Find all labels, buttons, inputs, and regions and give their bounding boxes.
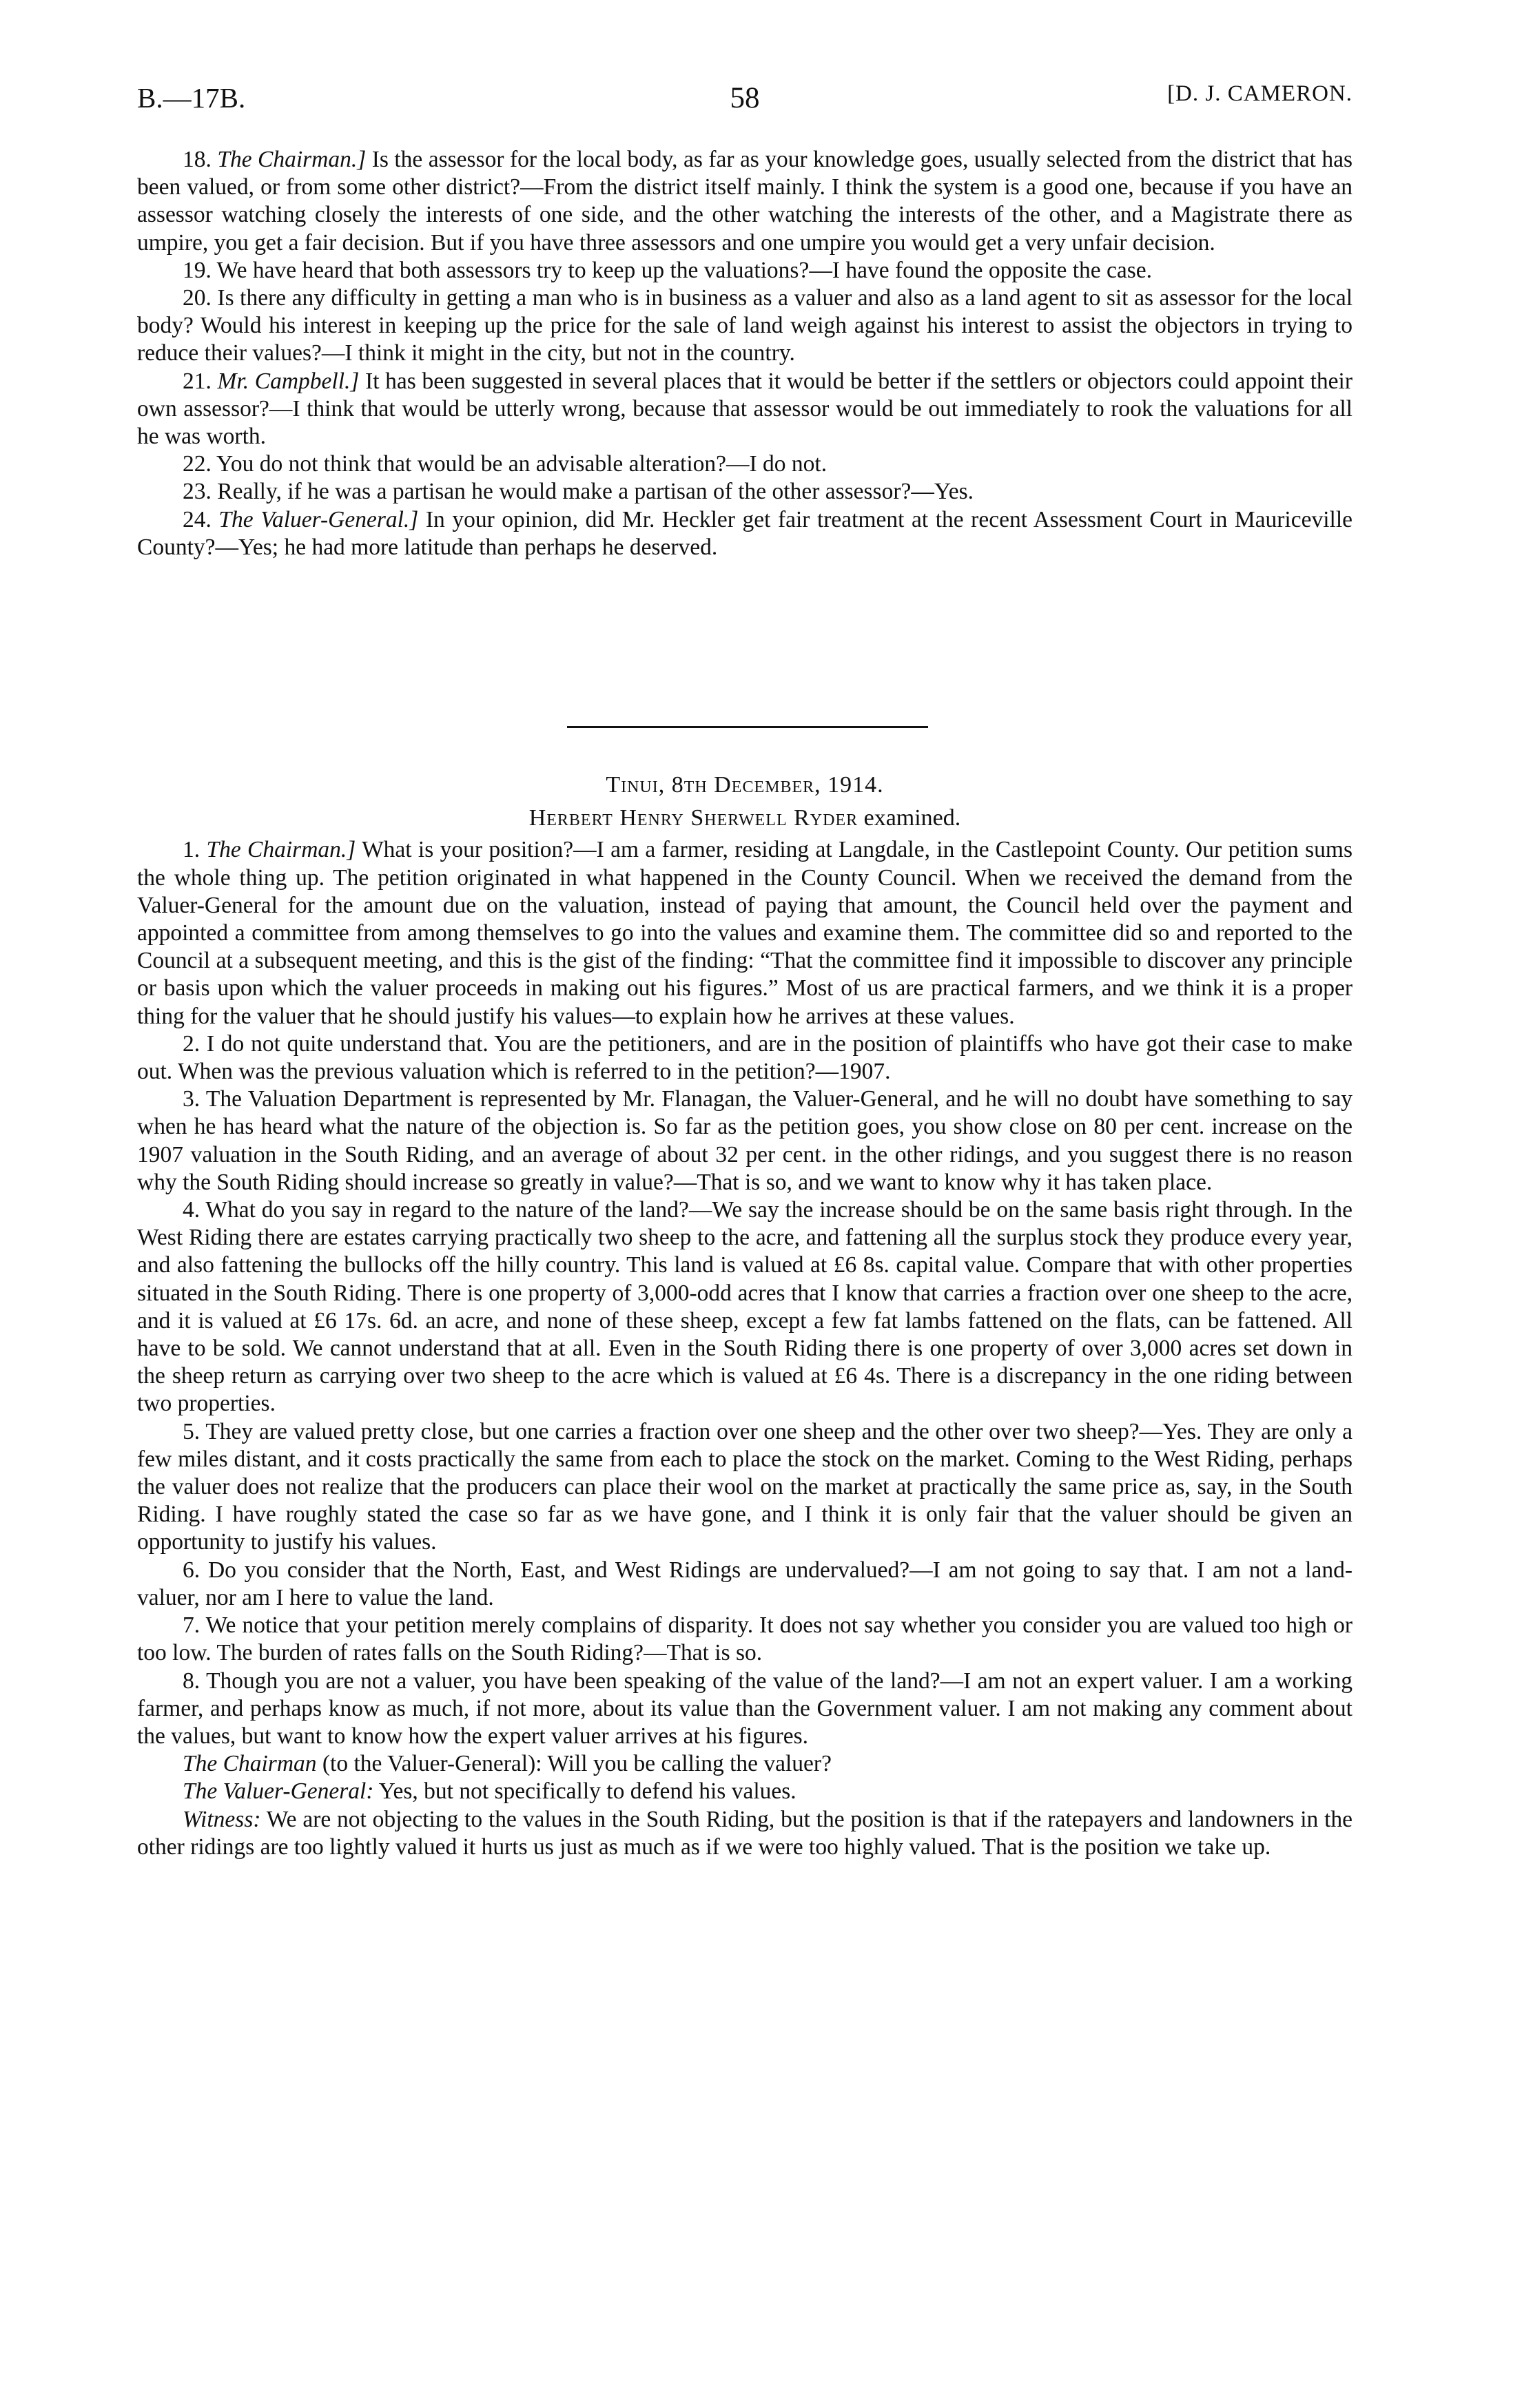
- paragraph: 18. The Chairman.] Is the assessor for the local body, as far as your knowledge goes, usually selected from the district that has been valued, or from some other district?—From the district itself mainly. I think the system is a good one, because if you have an assessor watching closely the interests of one side, and the other watching the interests of the other, and a Magistrate there as umpire, you get a fair decision. But if you have three assessors and one umpire you would get a very unfair decision.: [137, 147, 1353, 256]
- paragraph: 7. We notice that your petition merely complains of disparity. It does not say whether you consider you are valued too high or too low. The burden of rates falls on the South Riding?—That is so.: [137, 1612, 1353, 1666]
- paragraph: 23. Really, if he was a partisan he would make a partisan of the other assessor?—Yes.: [183, 479, 974, 505]
- paragraph: 8. Though you are not a valuer, you have been speaking of the value of the land?—I am not an expert valuer. I am a working farmer, and perhaps know as much, if not more, about its value than the Government valuer. I am not making any comment about the values, but want to know how the expert valuer arrives at his figures.: [137, 1668, 1353, 1749]
- paragraph: 4. What do you say in regard to the nature of the land?—We say the increase should be on the same basis right through. In the West Riding there are estates carrying practically two sheep to the acre, and fattening all the surplus stock they produce every year, and also fattening the bullocks off the hilly country. This land is valued at £6 8s. capital value. Compare that with other properties situated in the South Riding. There is one property of 3,000-odd acres that I know that carries a fraction over one sheep to the acre, and it is valued at £6 17s. 6d. an acre, and none of these sheep, except a few fat lambs fattened on the flats, can be fattened. All have to be sold. We cannot understand that at all. Even in the South Riding there is one property of over 3,000 acres set down in the sheep return as carrying over two sheep to the acre which is valued at £6 4s. There is a discrepancy in the one riding between two properties.: [137, 1197, 1353, 1417]
- paragraph: The Valuer-General: Yes, but not specifically to defend his values.: [183, 1778, 796, 1805]
- page-number: 58: [730, 82, 760, 114]
- paragraph: Witness: We are not objecting to the values in the South Riding, but the position is that if the ratepayers and landowners in the other ridings are too lightly valued it hurts us just as much as if we were too highly valued. That is the position we take up.: [137, 1806, 1353, 1860]
- witness-running-head: [D. J. CAMERON.: [1167, 81, 1353, 106]
- paragraph: 24. The Valuer-General.] In your opinion, did Mr. Heckler get fair treatment at the recent Assessment Court in Mauriceville County?—Yes; he had more latitude than perhaps he deserved.: [137, 506, 1353, 560]
- page-header: [137, 81, 1353, 123]
- place-date-heading: Tinui, 8th December, 1914.: [606, 772, 884, 798]
- report-code: B.—17B.: [137, 82, 246, 114]
- paragraph: 3. The Valuation Department is represented by Mr. Flanagan, the Valuer-General, and he will no doubt have something to say when he has heard what the nature of the objection is. So far as the petition goes, you show close on 80 per cent. increase on the 1907 valuation in the South Riding, and an average of about 32 per cent. in the other ridings, and you suggest there is no reason why the South Riding should increase so greatly in value?—That is so, and we want to know why it has taken place.: [137, 1086, 1353, 1195]
- paragraph: 2. I do not quite understand that. You are the petitioners, and are in the position of plaintiffs who have got their case to make out. When was the previous valuation which is referred to in the petition?—1907.: [137, 1030, 1353, 1085]
- paragraph: 22. You do not think that would be an advisable alteration?—I do not.: [183, 451, 827, 477]
- paragraph: 6. Do you consider that the North, East, and West Ridings are undervalued?—I am not going to say that. I am not a land-valuer, nor am I here to value the land.: [137, 1557, 1353, 1610]
- paragraph: 20. Is there any difficulty in getting a man who is in business as a valuer and also as a land agent to sit as assessor for the local body? Would his interest in keeping up the price for the sale of land weigh against his interest to assist the objectors in trying to reduce their values?—I think it might in the city, but not in the country.: [137, 285, 1353, 366]
- evidence-section-ryder: [137, 771, 1353, 1861]
- paragraph: 21. Mr. Campbell.] It has been suggested in several places that it would be better if the settlers or objectors could appoint their own assessor?—I think that would be utterly wrong, because that assessor would be out immediately to rook the valuations for all he was worth.: [137, 368, 1353, 450]
- evidence-section-cameron: [137, 146, 1353, 561]
- section-divider: [567, 726, 928, 728]
- paragraph: The Chairman (to the Valuer-General): Will you be calling the valuer?: [183, 1751, 832, 1777]
- paragraph: 1. The Chairman.] What is your position?—I am a farmer, residing at Langdale, in the Castlepoint County. Our petition sums the whole thing up. The petition originated in what happened in the County Council. When we received the demand from the Valuer-General for the amount due on the valuation, instead of paying that amount, the Council held over the payment and appointed a committee from among themselves to go into the values and examine them. The committee did so and reported to the Council at a subsequent meeting, and this is the gist of the finding: “That the committee find it impossible to discover any principle or basis upon which the valuer proceeds in making out his figures.” Most of us are practical farmers, and we think it is a proper thing for the valuer that he should justify his values—to explain how he arrives at these values.: [137, 837, 1353, 1029]
- witness-heading: Herbert Henry Sherwell Ryder examined.: [528, 805, 961, 831]
- paragraph: 5. They are valued pretty close, but one carries a fraction over one sheep and the other over two sheep?—Yes. They are only a few miles distant, and it costs practically the same from each to place the stock on the market. Coming to the West Riding, perhaps the valuer does not realize that the producers can place their wool on the market at practically the same price as, say, in the South Riding. I have roughly stated the case so far as we have gone, and I think it is only fair that the valuer should be given an opportunity to justify his values.: [137, 1418, 1353, 1555]
- witness-name: Herbert Henry Sherwell Ryder: [528, 805, 858, 831]
- paragraph: 19. We have heard that both assessors try to keep up the valuations?—I have found the opposite the case.: [183, 257, 1153, 283]
